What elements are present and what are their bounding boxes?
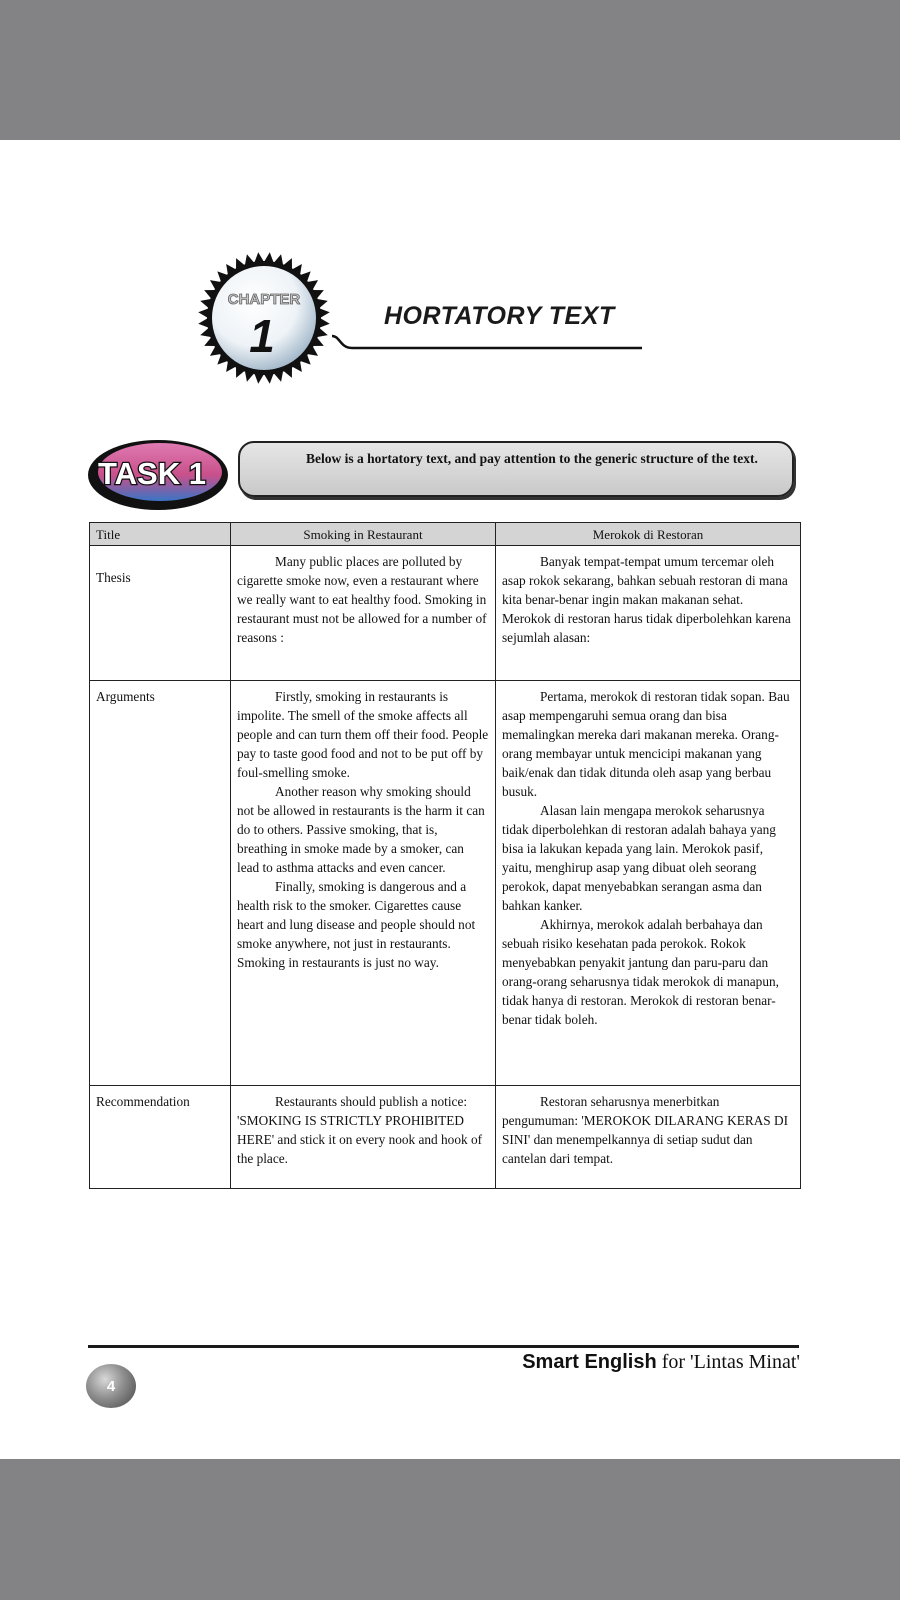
recommendation-indonesian-paragraph: Restoran seharusnya menerbitkan pengumuman: 'MEROKOK DILARANG KERAS DI SINI' dan menempelkannya di setiap sudut dan cantelan dari tempat. <box>502 1094 789 1166</box>
table-row-thesis <box>90 546 801 681</box>
argument-indonesian-paragraph: Pertama, merokok di restoran tidak sopan. Bau asap mempengaruhi semua orang dan bisa memalingkan mereka dari makanan mereka. Orang-orang membayar untuk mencicipi makanan yang baik/enak dan tidak ditunda oleh asap yang berbau busuk. <box>502 689 790 799</box>
thesis-indonesian-cell <box>496 546 801 681</box>
header-title: Title <box>90 523 231 546</box>
top-gray-band <box>0 0 900 140</box>
hortatory-text-table <box>89 522 801 1189</box>
thesis-indonesian-paragraph: Banyak tempat-tempat umum tercemar oleh asap rokok sekarang, bahkan sebuah restoran di mana kita benar-benar ingin makan makanan sehat. Merokok di restoran harus tidak diperbolehkan karena sejumlah alasan: <box>502 554 791 645</box>
argument-english-paragraph: Firstly, smoking in restaurants is impolite. The smell of the smoke affects all people and can turn them off their food. People pay to taste good food and not to be put off by foul-smelling smoke. <box>237 689 489 780</box>
book-title <box>522 1351 800 1374</box>
table-row-recommendation <box>90 1086 801 1189</box>
table-header-row <box>90 523 801 546</box>
thesis-english-cell <box>231 546 496 681</box>
row-label-thesis <box>90 546 231 681</box>
table-row-arguments <box>90 681 801 1086</box>
chapter-number: 1 <box>249 310 275 362</box>
chapter-underline <box>330 334 642 356</box>
thesis-english-paragraph: Many public places are polluted by cigarette smoke now, even a restaurant where we really want to eat healthy food. Smoking in restaurant must not be allowed for a number of reasons : <box>237 554 487 645</box>
recommendation-english-cell <box>231 1086 496 1189</box>
footer-rule <box>88 1345 799 1348</box>
recommendation-indonesian-cell <box>496 1086 801 1189</box>
argument-english-paragraph: Another reason why smoking should not be allowed in restaurants is the harm it can do to others. Passive smoking, that is, breathing in smoke made by a smoker, can lead to asthma attacks and even cancer. <box>237 784 485 875</box>
chapter-badge <box>196 250 332 386</box>
thesis-label: Thesis <box>96 570 131 585</box>
row-label-arguments <box>90 681 231 1086</box>
page-number: 4 <box>106 1377 116 1395</box>
chapter-title: HORTATORY TEXT <box>384 302 615 330</box>
recommendation-label: Recommendation <box>96 1094 190 1109</box>
argument-indonesian-paragraph: Akhirnya, merokok adalah berbahaya dan sebuah risiko kesehatan pada perokok. Rokok menyebabkan penyakit jantung dan paru-paru dan orang-orang seharusnya tidak merokok di manapun, tidak hanya di restoran. Merokok di restoran benar-benar tidak boleh. <box>502 917 779 1027</box>
book-brand: Smart English <box>522 1351 657 1373</box>
book-subtitle: for 'Lintas Minat' <box>656 1351 800 1373</box>
row-label-recommendation <box>90 1086 231 1189</box>
arguments-indonesian-cell <box>496 681 801 1086</box>
page-number-badge <box>86 1364 136 1408</box>
arguments-english-cell <box>231 681 496 1086</box>
task-badge <box>84 434 230 512</box>
bottom-gray-band <box>0 1459 900 1600</box>
recommendation-english-paragraph: Restaurants should publish a notice: 'SMOKING IS STRICTLY PROHIBITED HERE' and stick it on every nook and hook of the place. <box>237 1094 483 1166</box>
arguments-label: Arguments <box>96 689 155 704</box>
task-instruction: Below is a hortatory text, and pay attention to the generic structure of the text. <box>238 441 794 497</box>
header-english: Smoking in Restaurant <box>231 523 496 546</box>
argument-english-paragraph: Finally, smoking is dangerous and a health risk to the smoker. Cigarettes cause heart and lung disease and people should not smoke anywhere, not just in restaurants. Smoking in restaurants is just no way. <box>237 879 476 970</box>
argument-indonesian-paragraph: Alasan lain mengapa merokok seharusnya tidak diperbolehkan di restoran adalah bahaya yang bisa ia lakukan kepada yang lain. Merokok pasif, yaitu, menghirup asap yang dibuat oleh seorang perokok, dapat menyebabkan serangan asma dan bahkan kanker. <box>502 803 776 913</box>
task-label: TASK 1 <box>98 456 206 491</box>
chapter-label: CHAPTER <box>227 291 301 308</box>
header-indonesian: Merokok di Restoran <box>496 523 801 546</box>
